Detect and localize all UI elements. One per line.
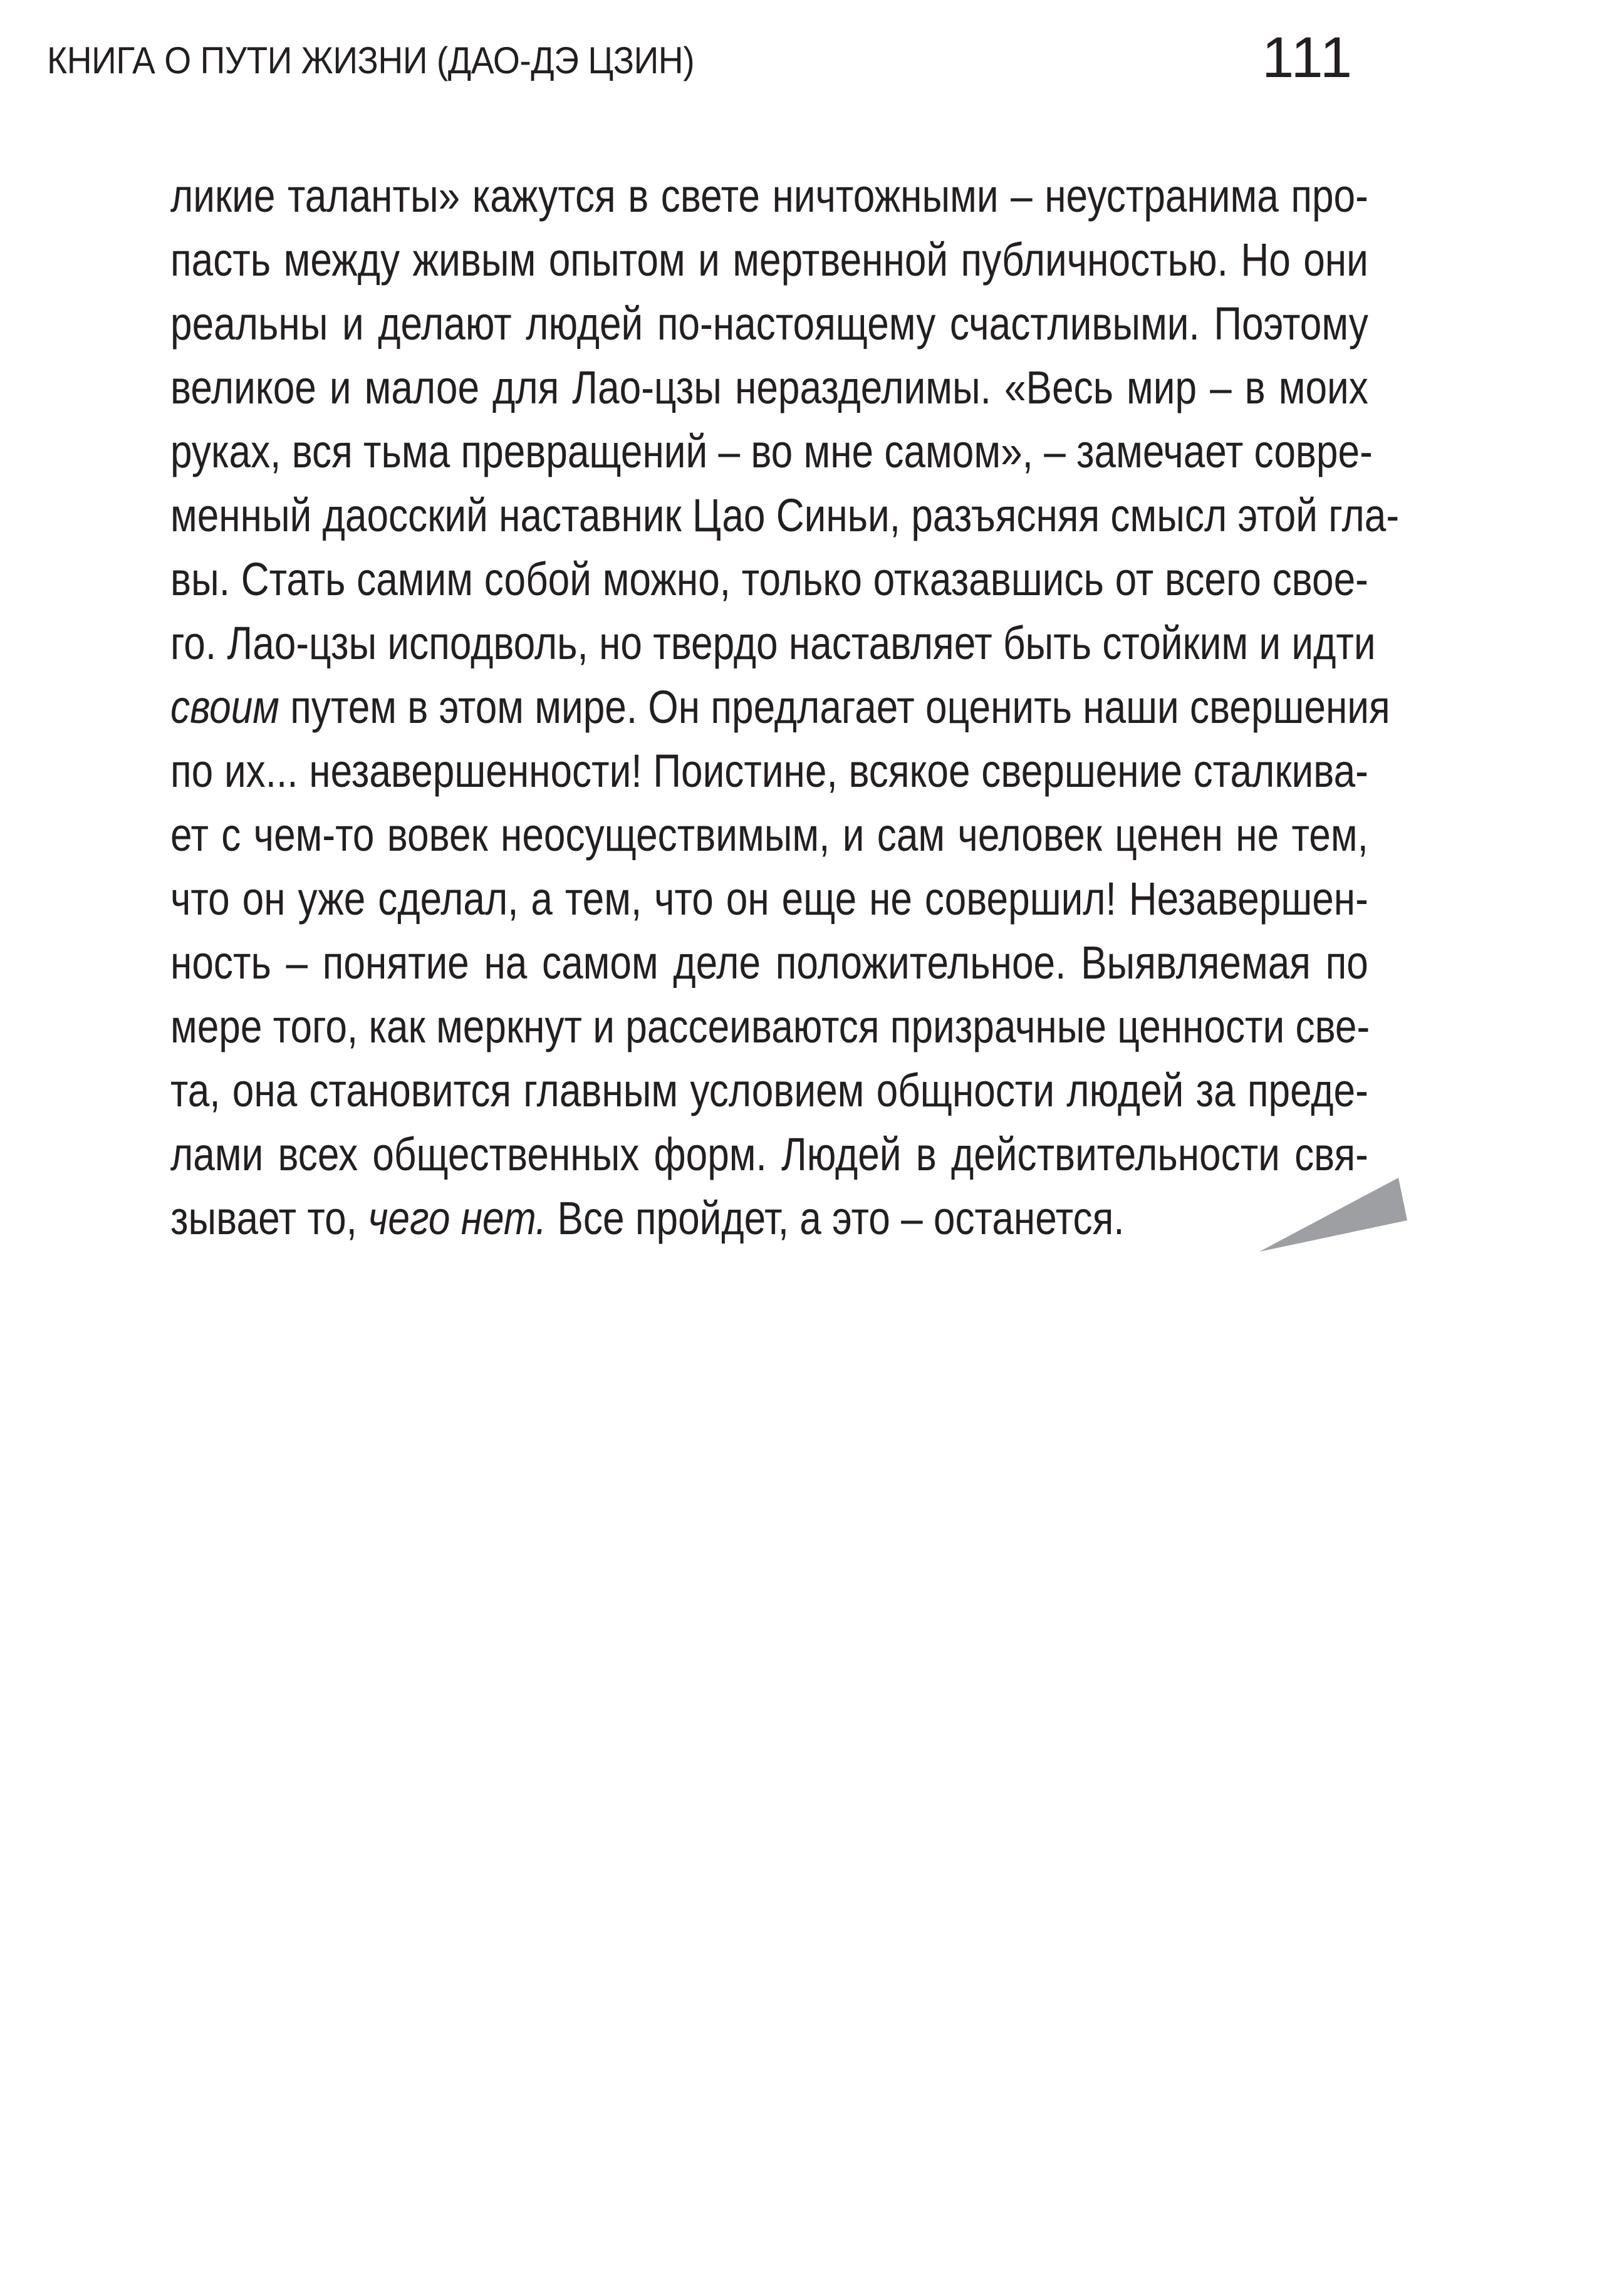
text-line — [170, 1187, 1177, 1250]
text-line: лами всех общественных форм. Людей в действительности свя- — [170, 1128, 1368, 1180]
text-line: мере того, как меркнут и рассеиваются призрачные ценности све- — [170, 1000, 1370, 1052]
text-line: руках, вся тьма превращений – во мне самом», – замечает совре- — [170, 425, 1373, 477]
body-text — [170, 164, 1400, 1250]
text-line: ликие таланты» кажутся в свете ничтожными – неустранима про- — [170, 170, 1368, 222]
text-line: ет с чем-то вовек неосуществимым, и сам человек ценен не тем, — [170, 809, 1368, 861]
text-line: ность – понятие на самом деле положительное. Выявляемая по — [170, 937, 1368, 989]
text-line: пасть между живым опытом и мертвенной публичностью. Но они — [170, 234, 1368, 286]
italic-emphasis: чего нет. — [368, 1192, 547, 1244]
text-line — [170, 675, 1390, 739]
running-head-title: КНИГА О ПУТИ ЖИЗНИ (ДАО-ДЭ ЦЗИН) — [47, 39, 695, 81]
italic-emphasis: своим — [170, 681, 279, 733]
page-number: 111 — [1262, 26, 1353, 90]
end-of-section-triangle-icon — [1259, 1171, 1410, 1259]
text-line: великое и малое для Лао-цзы неразделимы. «Весь мир – в моих — [170, 361, 1368, 413]
text-line: реальны и делают людей по-настоящему счастливыми. Поэтому — [170, 298, 1368, 350]
text-line: го. Лао-цзы исподволь, но твердо наставляет быть стойким и идти — [170, 617, 1376, 669]
text-line: что он уже сделал, а тем, что он еще не совершил! Незавершен- — [170, 873, 1368, 925]
text-line: вы. Стать самим собой можно, только отказавшись от всего свое- — [170, 553, 1368, 605]
text-segment: Все пройдет, а это – останется. — [546, 1192, 1125, 1244]
text-line: по их... незавершенности! Поистине, всякое свершение сталкива- — [170, 745, 1368, 797]
text-line: менный даосский наставник Цао Синьи, разъясняя смысл этой гла- — [170, 489, 1400, 541]
text-segment: зывает то, — [170, 1192, 368, 1244]
text-segment: путем в этом мире. Он предлагает оценить наши свершения — [279, 681, 1390, 733]
text-line: та, она становится главным условием общности людей за преде- — [170, 1064, 1368, 1116]
